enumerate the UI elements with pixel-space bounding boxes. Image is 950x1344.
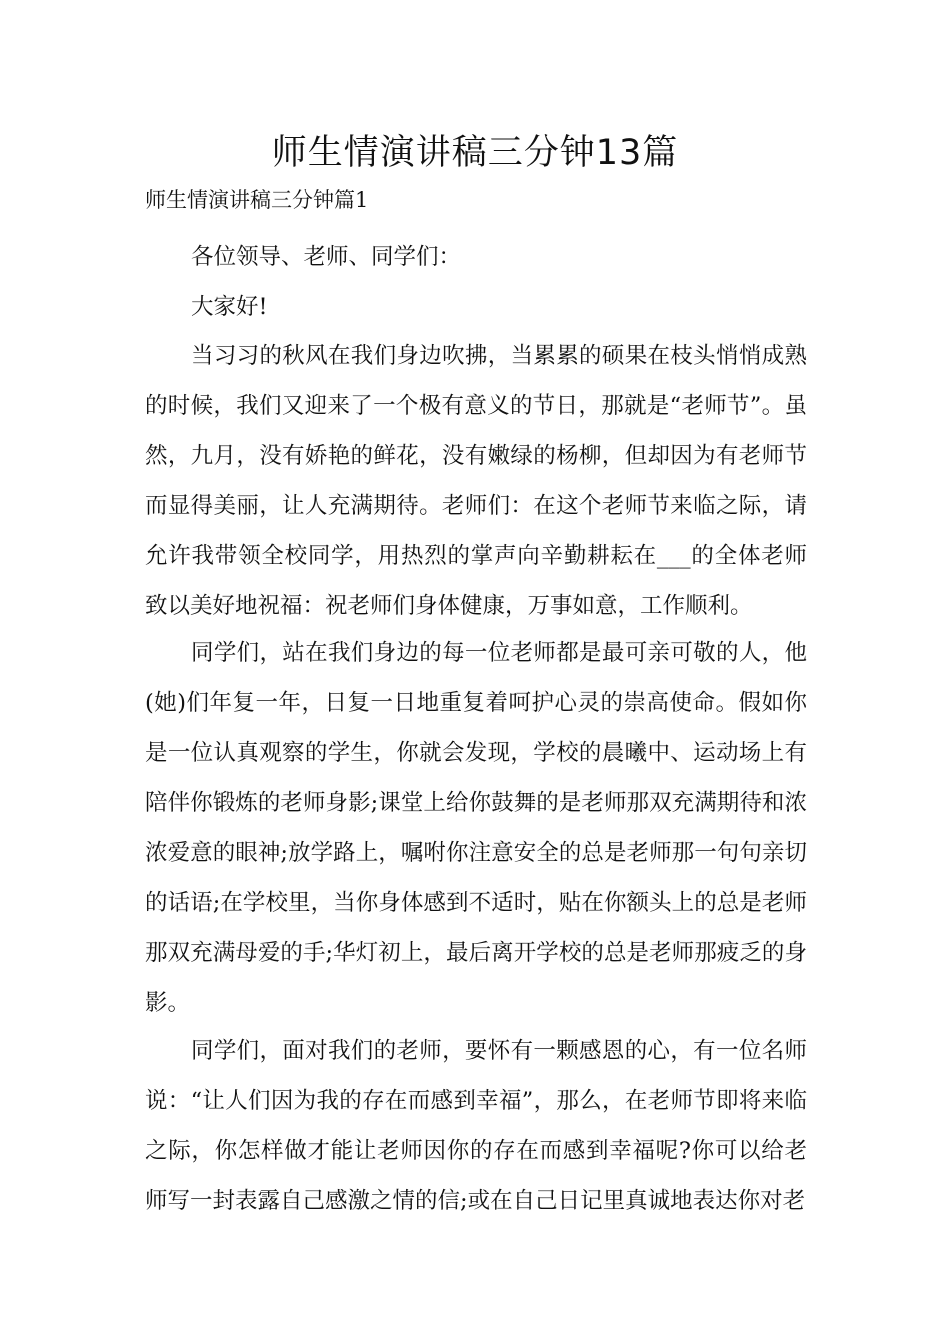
body-paragraph-3: 同学们，面对我们的老师，要怀有一颗感恩的心，有一位名师说：“让人们因为我的存在而感到幸福”，那么，在老师节即将来临之际，你怎样做才能让老师因你的存在而感到幸福呢?你可以给老师写一封表露自己感激之情的信;或在自己日记里真诚地表达你对老 xyxy=(145,1038,807,1214)
document-title: 师生情演讲稿三分钟13篇 xyxy=(271,133,679,173)
section-subtitle: 师生情演讲稿三分钟篇1 xyxy=(145,188,369,212)
hello-paragraph: 大家好! xyxy=(191,294,268,320)
greeting-paragraph: 各位领导、老师、同学们： xyxy=(191,244,462,270)
body-paragraph-2: 同学们，站在我们身边的每一位老师都是最可亲可敬的人，他(她)们年复一年，日复一日地重复着呵护心灵的崇高使命。假如你是一位认真观察的学生，你就会发现，学校的晨曦中、运动场上有陪伴你锻炼的老师身影;课堂上给你鼓舞的是老师那双充满期待和浓浓爱意的眼神;放学路上，嘱咐你注意安全的总是老师那一句句亲切的话语;在学校里，当你身体感到不适时，贴在你额头上的总是老师那双充满母爱的手;华灯初上，最后离开学校的总是老师那疲乏的身影。 xyxy=(145,640,807,1016)
body-paragraph-1: 当习习的秋风在我们身边吹拂，当累累的硕果在枝头悄悄成熟的时候，我们又迎来了一个极有意义的节日，那就是“老师节”。虽然，九月，没有娇艳的鲜花，没有嫩绿的杨柳，但却因为有老师节而显得美丽，让人充满期待。老师们：在这个老师节来临之际，请允许我带领全校同学，用热烈的掌声向辛勤耕耘在___的全体老师致以美好地祝福：祝老师们身体健康，万事如意，工作顺利。 xyxy=(145,343,807,619)
